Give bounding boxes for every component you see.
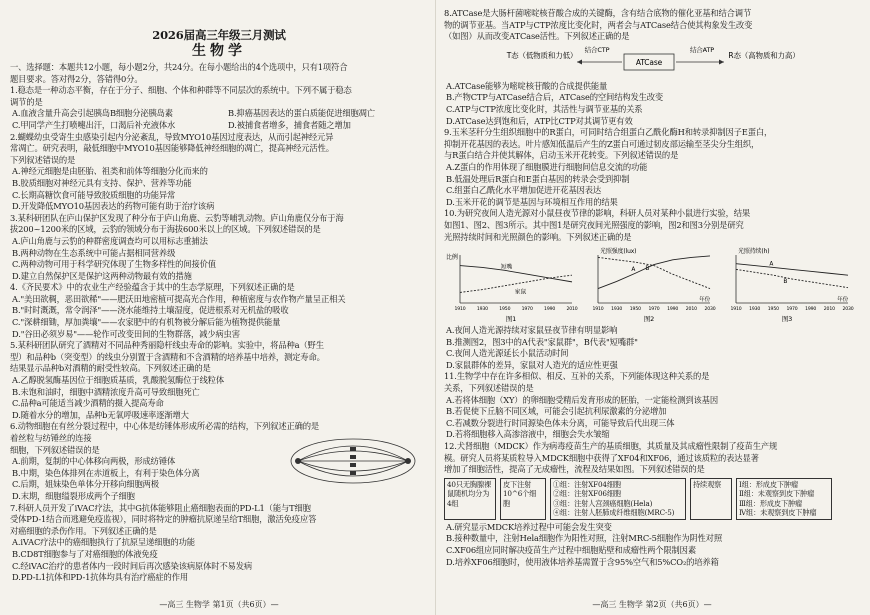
q4-option-c: C."深耕细锄，厚加粪壤"——农家肥中的有机物被分解后能为植物提供能量 [12, 317, 281, 328]
column-divider [435, 0, 436, 615]
x-tick-label: 2010 [685, 307, 697, 313]
atcase-flow-diagram [444, 43, 860, 81]
page-footer-right: —高三 生物学 第2页（共6页）— [592, 600, 712, 609]
x-tick-label: 1970 [521, 307, 533, 313]
x-tick-label: 1990 [667, 307, 679, 313]
x-tick-label: 1990 [544, 307, 556, 313]
q6-option-b: B.中期，染色体排列在赤道板上， [12, 467, 135, 478]
q12-option-d: D.培养XF06细胞时，使用液体培养基需置于含95%空气和5%CO₂的培养箱 [446, 556, 719, 567]
x-tick-label: 1990 [805, 307, 817, 313]
q7-option-b: B.CD8T细胞参与了对癌细胞的体液免疫 [12, 548, 158, 559]
x-tick-label: 1910 [730, 307, 742, 313]
x-tick-label: 1950 [767, 307, 779, 313]
q10-stem3: 光照持续时间和光照颜色的影响。下列叙述正确的是 [444, 231, 632, 242]
q9-stem3: 与R蛋白结合并使其解体，启动玉米开花转变。下列叙述错误的是 [444, 150, 679, 161]
q12-result-2: Ⅱ组：未观察到皮下肿瘤 [739, 489, 815, 499]
q12-stem3: 增加了细胞活性，提高了无成瘤性，流程及结果如图。下列叙述错误的是 [444, 464, 705, 475]
q3-option-d: D.建立自然保护区是保护这两种动物最有效的措施 [12, 270, 192, 281]
chart-title: 光照强度(lux) [600, 248, 637, 256]
q6-stem2: 着丝粒与纺锤丝的连接 [10, 433, 92, 443]
x-tick-label: 2030 [842, 307, 854, 313]
q5-option-d: D.随着水分的增加，品种b无氧呼吸速率逐渐增大 [12, 409, 189, 420]
series-label: A [769, 261, 774, 268]
q1-stem2: 调节的是 [10, 96, 43, 107]
q7-stem: 7.科研人员开发了iVAC疗法，其中G抗体能够阻止癌细胞表面的PD-L1（能与T细胞 [10, 502, 311, 513]
q4-option-b: B."时时溉溉，常令润泽"——浇水能维持土壤湿度，促进根系对无机盐的吸收 [12, 305, 289, 316]
series-line [460, 266, 572, 282]
flow-mid-label: ATCase [635, 57, 663, 67]
series-label: A [631, 267, 636, 274]
q10-option-c: C.夜间人造光源延长小鼠活动时间 [446, 348, 569, 359]
question-7 [10, 503, 428, 584]
q11-stem2: 关系，下列叙述错误的是 [444, 383, 534, 394]
q7-option-a: A.iVAC疗法中的癌细胞执行了抗原呈递细胞的功能 [12, 537, 195, 548]
page-footer-left: —高三 生物学 第1页（共6页）— [159, 600, 279, 609]
q2-option-c: C.长期高糖饮食可能导致胶质细胞的功能异常 [12, 189, 176, 200]
q12-results [736, 478, 832, 520]
q2-option-d: D.开发降低MYO10基因表达的药物可能有助于治疗该病 [12, 201, 215, 212]
q9-option-c: C.组蛋白乙酰化水平增加促进开花基因表达 [446, 185, 602, 196]
q8-stem2: 物的调节亚基。当ATP与CTP浓度比变化时，两者会与ATCase结合使其构象发生改变 [444, 19, 753, 30]
q8-option-b: B.产物CTP与ATCase结合后，ATCase的空间结构发生改变 [446, 92, 664, 103]
series-line [598, 256, 710, 289]
q6-option-d: D.末期，细胞缢裂形成 [12, 490, 95, 501]
q2-option-a: A.神经元细胞是由胚胎、祖类和前体等细胞分化而来的 [12, 166, 208, 177]
q10-stem2: 如图1、图2、图3所示。其中图1是研究夜间光照强度的影响，图2和图3分别是研究 [444, 219, 744, 230]
q12-stem2: 模。研究人员将某质粒导入MDCK细胞中获得了XF04和XF06，通过该质粒的表达显著 [444, 452, 759, 463]
q11-option-b: B.若促使下丘脑不同区域，可能会引起抗利尿激素的分泌增加 [446, 406, 667, 417]
q6-option-c-cont: 移向细胞两极 [110, 479, 159, 490]
q3-stem: 3.某科研团队在庐山保护区发现了种分布于庐山角鹿、云豹等哺乳动物。庐山角鹿仅分布于海 [10, 212, 344, 223]
q9-stem: 9.玉米茎秆分生组织细胞中的R蛋白，可同时结合组蛋白乙酰化酶H和转录抑制因子E蛋白， [444, 127, 773, 138]
q11-option-c: C.若减数分裂进行时同源染色体未分离，可能导致后代出现三体 [446, 417, 675, 428]
q2-option-b: B.胶质细胞对神经元具有支持、保护、营养等功能 [12, 177, 192, 188]
question-3 [10, 213, 428, 283]
series-label: B [645, 266, 650, 273]
q12-group-3: ③组：注射人宫颈癌细胞(Hela) [553, 498, 653, 508]
q11-option-d: D.若将细胞移入高渗溶液中，细胞会失水皱缩 [446, 429, 610, 440]
q12-group-2: ②组：注射XF06细胞 [553, 489, 621, 499]
q12-stem: 12.犬肾细胞（MDCK）作为病毒疫苗生产的基质细胞，其质量及其成瘤性限制了疫苗生产规 [444, 441, 778, 452]
q9-option-b: B.低温处理后R蛋白和E蛋白基因的转录会受到抑制 [446, 173, 630, 184]
question-9 [444, 127, 860, 208]
flow-top-left-label: 结合CTP [584, 45, 610, 54]
chart-figure-3 [720, 245, 854, 323]
question-12 [444, 441, 860, 568]
question-10 [444, 208, 860, 371]
series-line [736, 269, 848, 287]
y-axis-label: 比例 [446, 254, 458, 262]
q10-charts [444, 245, 860, 323]
x-tick-label: 1930 [476, 307, 488, 313]
q12-option-c: C.XF06组应同时解决疫苗生产过程中细胞贴壁和成瘤性两个限制因素 [446, 545, 696, 555]
right-column [444, 8, 860, 568]
series-line [598, 257, 710, 288]
flow-left-label: T态（低物质和力低） [506, 50, 578, 60]
q10-option-b: B.推测图2，图3中的A代表"家鼠群"，B代表"短嘴群" [446, 336, 638, 347]
flow-right-label: R态（高物质和力高） [728, 50, 800, 60]
q5-option-b: B.未饱和油时，细胞中酒精浓度升高可导致细胞死亡 [12, 386, 200, 397]
q12-box-observe: 持续观察 [690, 478, 732, 520]
q12-groups [550, 478, 686, 520]
q6-stem3: 细胞，下列叙述错误的是 [10, 444, 100, 455]
q6-stem: 6.动物细胞在有丝分裂过程中，中心体是纺锤体形成所必需的结构，下列叙述正确的是 [10, 421, 320, 432]
q12-option-b: B.接种数量中，注射Hela细胞作为阳性对照，注射MRC-5细胞作为阴性对照 [446, 533, 722, 544]
q1-option-a: A.血液含量升高会引起胰岛B细胞分泌胰岛素 [12, 108, 173, 119]
q5-stem2: 型）和品种b（突变型）的线虫分别置于含酒精和不含酒精的培养基中培养，测定寿命。 [10, 351, 325, 362]
question-2 [10, 132, 428, 213]
question-8 [444, 8, 860, 127]
chart-figure-1 [444, 245, 578, 323]
q5-stem3: 结果显示品种b对酒精的耐受性较高。下列叙述正确的是 [10, 363, 211, 374]
q6-option-a-cont: 形成纺锤体 [134, 456, 176, 467]
q6-option-c: C.后期，姐妹染色单体分开 [12, 479, 111, 490]
x-tick-label: 2010 [566, 307, 578, 313]
q8-option-d: D.ATCase达到饱和后，ATP比CTP对其调节更有效 [446, 115, 633, 126]
figure-label: 图3 [781, 315, 793, 324]
q12-result-3: Ⅲ组：形成皮下肿瘤 [739, 498, 803, 508]
q12-result-1: Ⅰ组：形成皮下肿瘤 [739, 479, 798, 489]
q6-option-a: A.前期，复制的中心体移向两极， [12, 456, 135, 467]
x-axis-label: 年份 [699, 297, 710, 304]
chart-title: 光照持续(h) [738, 248, 770, 256]
q1-option-c: C.甲同学产生打喷嚏出汗，口渴后补充液体水 [12, 119, 176, 130]
q12-result-4: Ⅳ组：未观察到皮下肿瘤 [739, 508, 817, 518]
q8-stem: 8.ATCase是大肠杆菌嘧啶核苷酸合成的关键酶，含有结合底物的催化亚基和结合调节 [444, 8, 752, 18]
series-line [736, 261, 848, 276]
q12-group-1: ①组：注射XF04细胞 [553, 479, 621, 489]
q10-option-d: D.家鼠群体的差异，家鼠对人造光的适应性更强 [446, 359, 618, 370]
q6-option-d-cont: 两个子细胞 [94, 490, 135, 501]
q11-stem: 11.生物学中存在许多相似、相反、互补的关系，下列能体现这种关系的是 [444, 371, 710, 382]
q5-option-c: C.品种a可能适当减少酒精的摄入提高寿命 [12, 398, 164, 409]
q4-option-a: A."美田欲稠，恶田欲稀"——肥沃田地密植可提高光合作用，种植密度与农作物产量呈正相关 [12, 293, 346, 304]
x-tick-label: 2030 [704, 307, 716, 313]
subject-title: 生物学 [192, 43, 246, 59]
x-tick-label: 1930 [749, 307, 761, 313]
instructions-line1: 一、选择题：本题共12小题，每小题2分，共24分。在每小题给出的4个选项中，只有1项符合 [10, 62, 348, 72]
q5-option-a: A.乙醇脱氢酶基因位于细胞质基质，乳酸脱氢酶位于线粒体 [12, 375, 225, 386]
spindle-diagram [278, 433, 428, 503]
q12-flow-diagram [444, 478, 860, 520]
q7-stem3: 对癌细胞的杀伤作用。下列叙述正确的是 [10, 525, 157, 536]
q2-stem3: 下列叙述错误的是 [10, 154, 76, 165]
q7-stem2: 受体PD-1结合而逃避免疫监视），同时将特定的肿瘤抗原递呈给T细胞，激活免疫应答 [10, 514, 317, 525]
q1-stem: 1.稳态是一种动态平衡，存在于分子、细胞、个体和种群等不同层次的系统中。下列不属于稳态 [10, 85, 352, 96]
q8-stem3: （如图）从而改变ATCase活性。下列叙述正确的是 [444, 31, 630, 42]
q12-box-mice: 40只无胸腺裸鼠随机均分为4组 [444, 478, 496, 520]
q7-option-d: D.PD-L1抗体和PD-1抗体均具有治疗癌症的作用 [12, 572, 188, 583]
question-5 [10, 340, 428, 421]
flow-arrowhead-left [577, 59, 582, 64]
x-tick-label: 1950 [629, 307, 641, 313]
x-axis-label: 年份 [837, 297, 848, 304]
x-tick-label: 1950 [499, 307, 511, 313]
figure-label: 图2 [643, 315, 655, 324]
q3-option-c: C.两种动物可用于科学研究体现了生物多样性的间接价值 [12, 259, 216, 270]
q3-stem2: 拔200~1200米的区域，云豹的领域分布于海拔600米以上的区域。下列叙述错误的是 [10, 224, 321, 235]
q12-box-inject: 皮下注射10^6个细胞 [500, 478, 546, 520]
chart-figure-2 [582, 245, 716, 323]
question-6 [10, 421, 428, 502]
left-column [10, 8, 428, 584]
q3-option-b: B.两种动物在生态系统中可能占据相同营养级 [12, 247, 176, 258]
q10-option-a: A.夜间人造光源持续对家鼠昼夜节律有明显影响 [446, 325, 618, 336]
q12-option-a: A.研究显示MDCK培养过程中可能会发生突变 [446, 521, 612, 532]
q8-option-a: A.ATCase能够为嘧啶核苷酸的合成提供能量 [446, 80, 608, 91]
series-label: B [783, 279, 788, 286]
x-tick-label: 1930 [611, 307, 623, 313]
q9-option-a: A.Z蛋白的作用体现了细胞膜进行细胞间信息交流的功能 [446, 161, 648, 172]
q8-option-c: C.ATP与CTP浓度比变化时，其活性与调节亚基的关系 [446, 103, 643, 114]
x-tick-label: 1970 [786, 307, 798, 313]
figure-label: 图1 [505, 315, 517, 324]
flow-top-right-label: 结合ATP [689, 45, 715, 54]
x-tick-label: 2010 [823, 307, 835, 313]
flow-arrowhead-right [719, 59, 724, 64]
q12-group-4: ④组：注射人胚肺成纤维细胞(MRC-5) [553, 508, 675, 518]
q1-option-d: D.被捕食者增多，捕食者随之增加 [228, 119, 351, 130]
q4-stem: 4.《齐民要术》中的农业生产经验蕴含于其中的生态学原理，下列叙述正确的是 [10, 282, 295, 293]
exam-title: 2026届高三年级三月测试 [152, 28, 286, 42]
q5-stem: 5.某科研团队研究了酒精对不同品种秀丽隐杆线虫寿命的影响。实验中，将品种a（野生 [10, 340, 324, 351]
q1-option-b: B.抑癌基因表达的蛋白质能促进细胞凋亡 [228, 108, 375, 119]
q4-option-d: D."谷田必须岁易"——轮作可改变田间的生物群落，减少病虫害 [12, 328, 240, 339]
question-1 [10, 85, 428, 131]
q9-option-d: D.玉米开花的调节是基因与环境相互作用的结果 [446, 196, 618, 207]
q3-option-a: A.庐山角鹿与云豹的种群密度调查均可以用标志重捕法 [12, 235, 208, 246]
q9-stem2: 抑制开花基因的表达。叶片感知低温后产生的Z蛋白可通过韧皮部运输至茎尖分生组织， [444, 138, 760, 149]
x-tick-label: 1910 [454, 307, 466, 313]
series-label: 家鼠 [514, 289, 527, 296]
q10-stem: 10.为研究夜间人造光源对小鼠昼夜节律的影响，科研人员对某种小鼠进行实验，结果 [444, 208, 751, 219]
question-4 [10, 282, 428, 340]
question-11 [444, 371, 860, 441]
q11-option-a: A.若将体细胞（XY）的卵细胞受精后发育形成的胚胎，一定能检测到该基因 [446, 394, 718, 405]
q2-stem2: 常凋亡。研究表明，敲低细胞中MYO10基因能够降低神经细胞的凋亡，提高神经元活性。 [10, 143, 334, 154]
x-tick-label: 1970 [648, 307, 660, 313]
x-tick-label: 1910 [592, 307, 604, 313]
series-label: 短嘴 [500, 264, 513, 271]
q2-stem: 2.蝴蝶幼虫受寄生虫感染引起内分泌紊乱，导致MYO10基因过度表达，从而引起神经元异 [10, 131, 334, 142]
instructions-line2: 题目要求。答对得2分，答错得0分。 [10, 73, 143, 84]
q7-option-c: C.经iVAC治疗的患者体内一段时间后再次感染该病原体时不易发病 [12, 560, 253, 571]
q6-option-b-cont: 有利于染色体分离 [134, 467, 200, 478]
